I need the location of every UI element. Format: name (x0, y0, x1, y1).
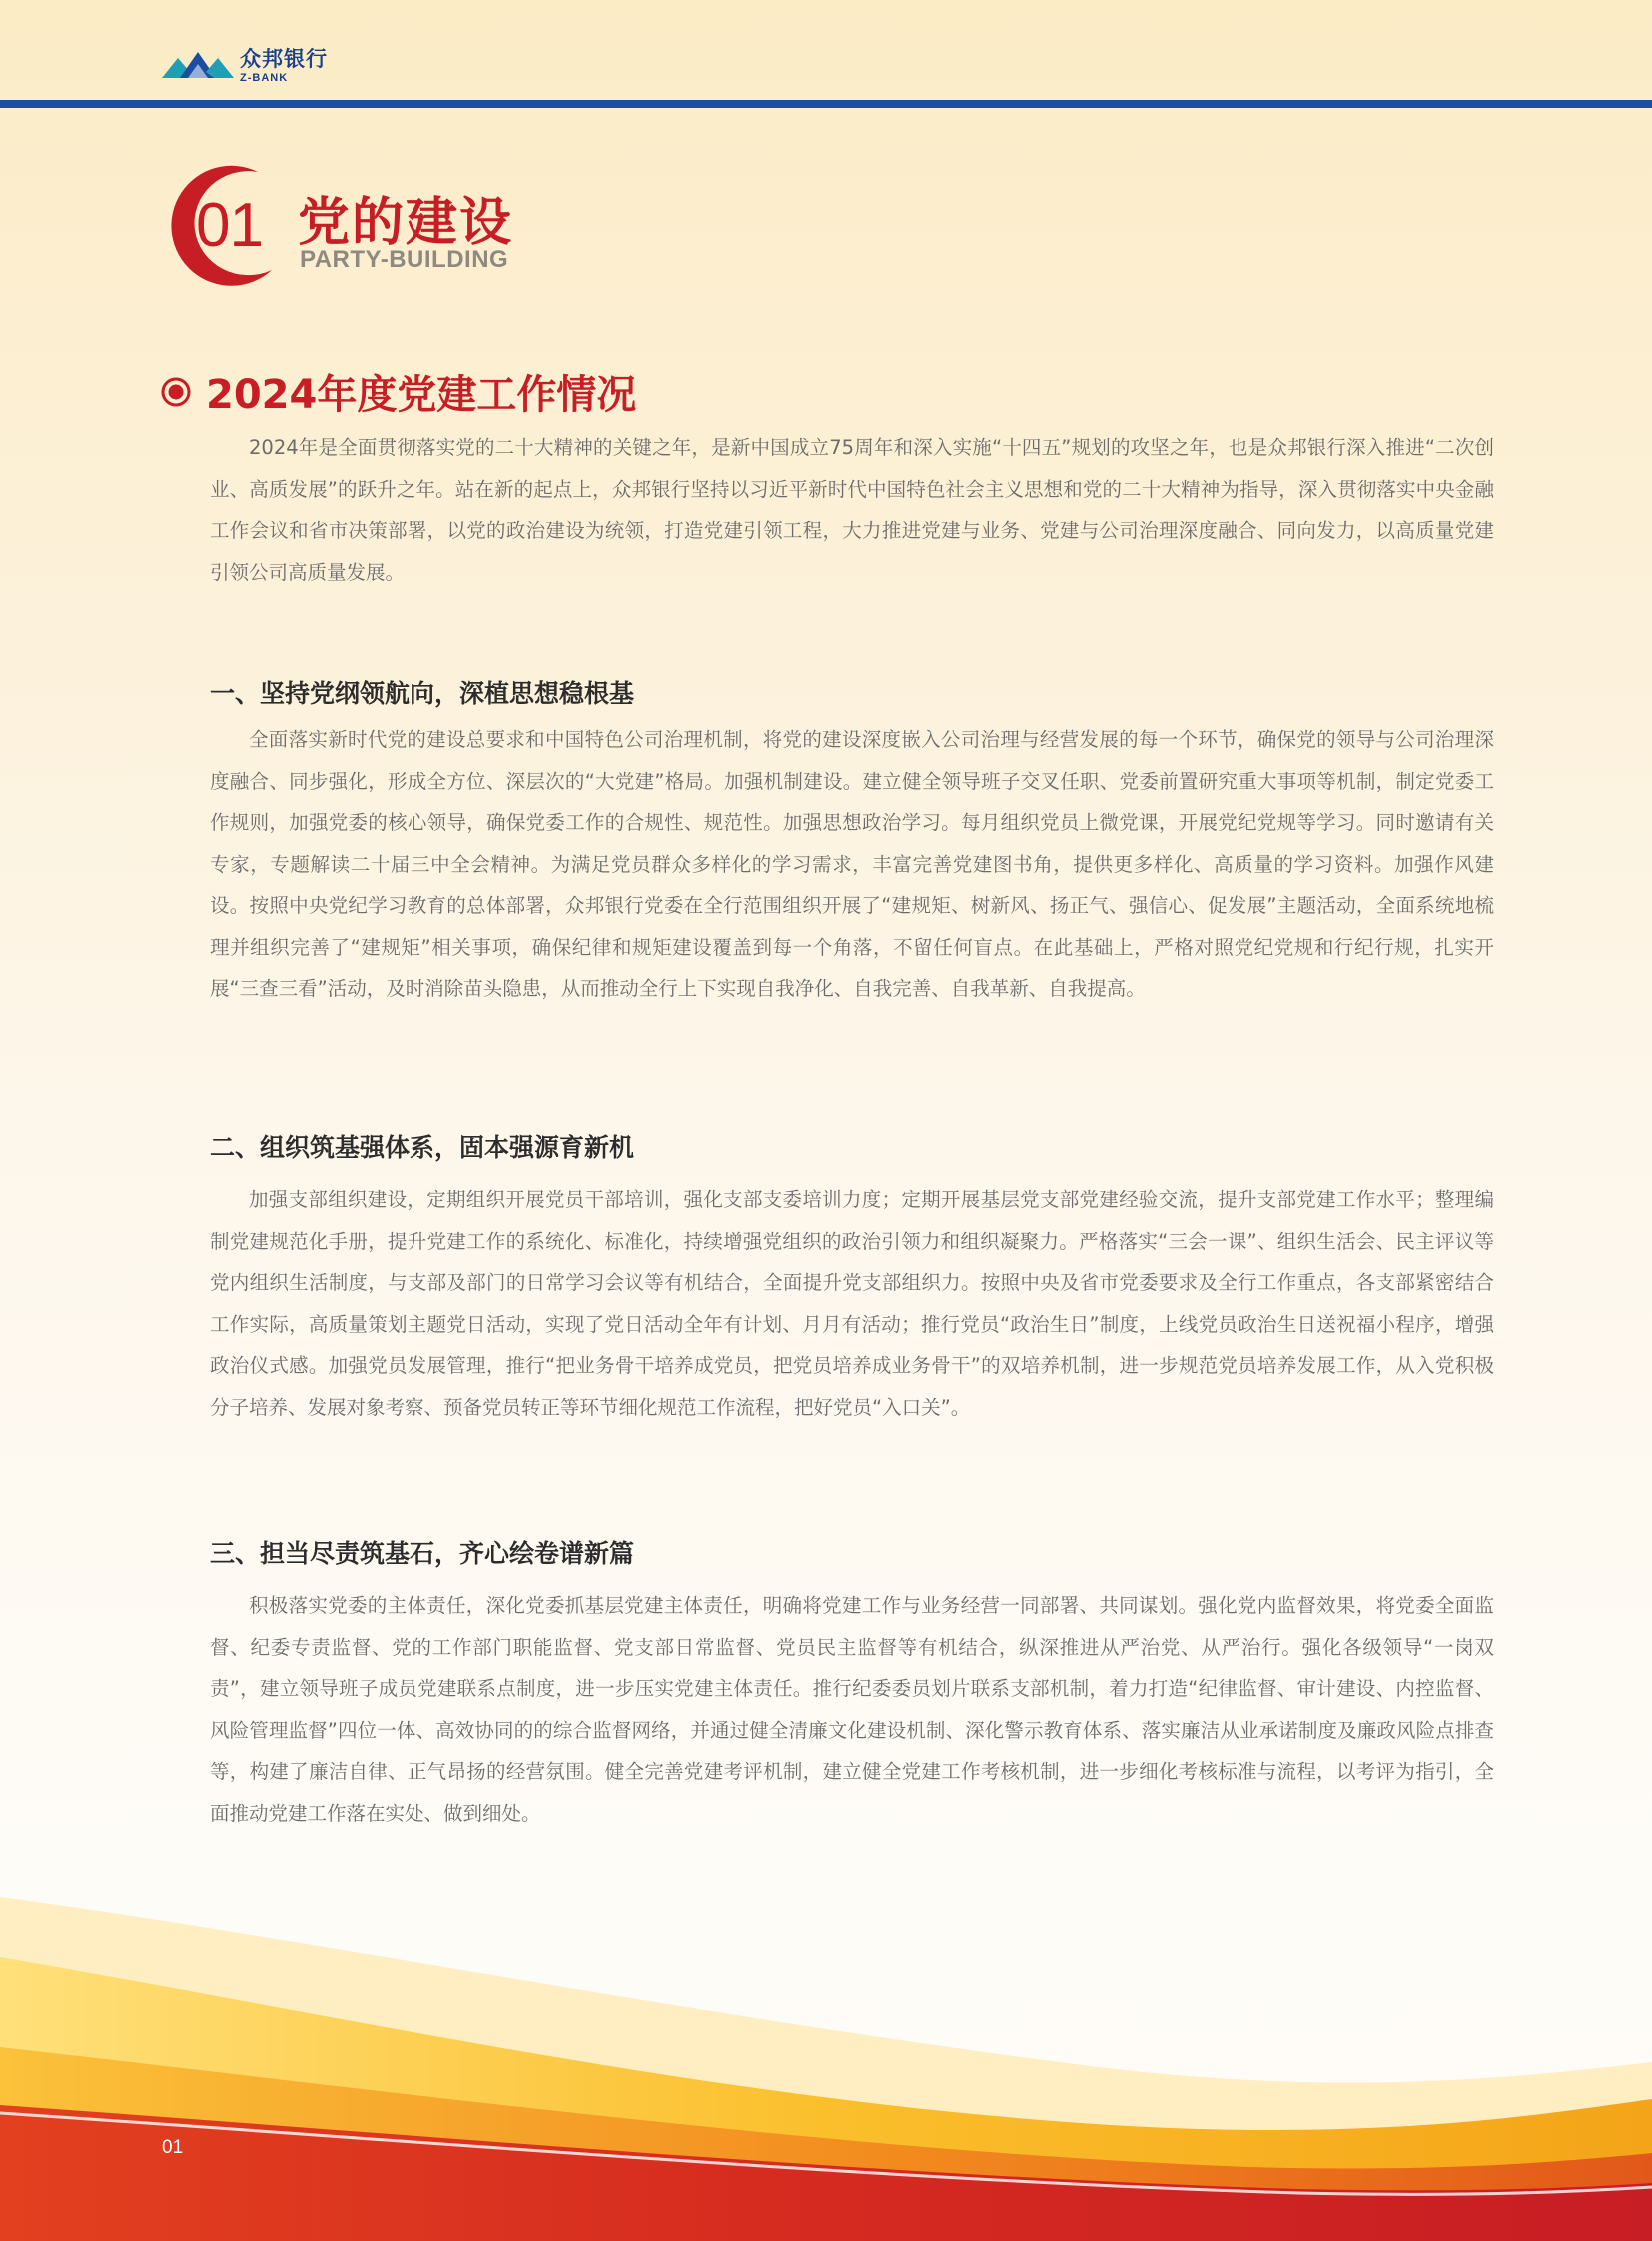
logo-name-en: Z-BANK (240, 71, 289, 84)
logo-name-cn: 众邦银行 (240, 46, 328, 71)
page-header (0, 0, 1652, 104)
subsection-body-3: 积极落实党委的主体责任，深化党委抓基层党建主体责任，明确将党建工作与业务经营一同部署、共同谋划。强化党内监督效果，将党委全面监督、纪委专责监督、党的工作部门职能监督、党支部日常监督、党员民主监督等有机结合，纵深推进从严治党、从严治行。强化各级领导“一岗双责”，建立领导班子成员党建联系点制度，进一步压实党建主体责任。推行纪委委员划片联系支部机制，着力打造“纪律监督、审计建设、内控监督、风险管理监督”四位一体、高效协同的的综合监督网络，并通过健全清廉文化建设机制、深化警示教育体系、落实廉洁从业承诺制度及廉政风险点排查等，构建了廉洁自律、正气昂扬的经营氛围。健全完善党建考评机制，建立健全党建工作考核机制，进一步细化考核标准与流程，以考评为指引，全面推动党建工作落在实处、做到细处。 (210, 1594, 1494, 1825)
subsection-heading-1: 一、坚持党纲领航向，深植思想稳根基 (210, 679, 635, 708)
target-bullet-icon (160, 376, 192, 408)
intro-paragraph: 2024年是全面贯彻落实党的二十大精神的关键之年，是新中国成立75周年和深入实施“十四五”规划的攻坚之年，也是众邦银行深入推进“二次创业、高质发展”的跃升之年。站在新的起点上，众邦银行坚持以习近平新时代中国特色社会主义思想和党的二十大精神为指导，深入贯彻落实中央金融工作会议和省市决策部署，以党的政治建设为统领，打造党建引领工程，大力推进党建与业务、党建与公司治理深度融合、同向发力，以高质量党建引领公司高质量发展。 (210, 436, 1494, 584)
subsection-body-1: 全面落实新时代党的建设总要求和中国特色公司治理机制，将党的建设深度嵌入公司治理与经营发展的每一个环节，确保党的领导与公司治理深度融合、同步强化，形成全方位、深层次的“大党建”格局。加强机制建设。建立健全领导班子交叉任职、党委前置研究重大事项等机制，制定党委工作规则，加强党委的核心领导，确保党委工作的合规性、规范性。加强思想政治学习。每月组织党员上微党课，开展党纪党规等学习。同时邀请有关专家，专题解读二十届三中全会精神。为满足党员群众多样化的学习需求，丰富完善党建图书角，提供更多样化、高质量的学习资料。加强作风建设。按照中央党纪学习教育的总体部署，众邦银行党委在全行范围组织开展了“建规矩、树新风、扬正气、强信心、促发展”主题活动，全面系统地梳理并组织完善了“建规矩”相关事项，确保纪律和规矩建设覆盖到每一个角落，不留任何盲点。在此基础上，严格对照党纪党规和行纪行规，扎实开展“三查三看”活动，及时消除苗头隐患，从而推动全行上下实现自我净化、自我完善、自我革新、自我提高。 (210, 728, 1494, 1000)
chapter-title: 党的建设 (298, 193, 514, 253)
header-divider (0, 100, 1652, 108)
chapter-subtitle: PARTY-BUILDING (300, 246, 509, 273)
subsection-heading-2: 二、组织筑基强体系，固本强源育新机 (210, 1133, 635, 1162)
chapter-number: 01 (196, 191, 263, 260)
subsection-heading-3: 三、担当尽责筑基石，齐心绘卷谱新篇 (210, 1539, 635, 1568)
section-title: 2024年度党建工作情况 (206, 373, 637, 418)
page-number: 01 (162, 2137, 184, 2158)
bank-logo-icon (162, 44, 234, 88)
bank-logo (162, 44, 328, 88)
subsection-body-2: 加强支部组织建设，定期组织开展党员干部培训，强化支部支委培训力度；定期开展基层党支部党建经验交流，提升支部党建工作水平；整理编制党建规范化手册，提升党建工作的系统化、标准化，持续增强党组织的政治引领力和组织凝聚力。严格落实“三会一课”、组织生活会、民主评议等党内组织生活制度，与支部及部门的日常学习会议等有机结合，全面提升党支部组织力。按照中央及省市党委要求及全行工作重点，各支部紧密结合工作实际，高质量策划主题党日活动，实现了党日活动全年有计划、月月有活动；推行党员“政治生日”制度，上线党员政治生日送祝福小程序，增强政治仪式感。加强党员发展管理，推行“把业务骨干培养成党员，把党员培养成业务骨干”的双培养机制，进一步规范党员培养发展工作，从入党积极分子培养、发展对象考察、预备党员转正等环节细化规范工作流程，把好党员“入口关”。 (210, 1188, 1494, 1419)
footer-wave-decoration (0, 1877, 1652, 2241)
section-heading (160, 364, 636, 420)
chapter-heading (160, 158, 579, 293)
